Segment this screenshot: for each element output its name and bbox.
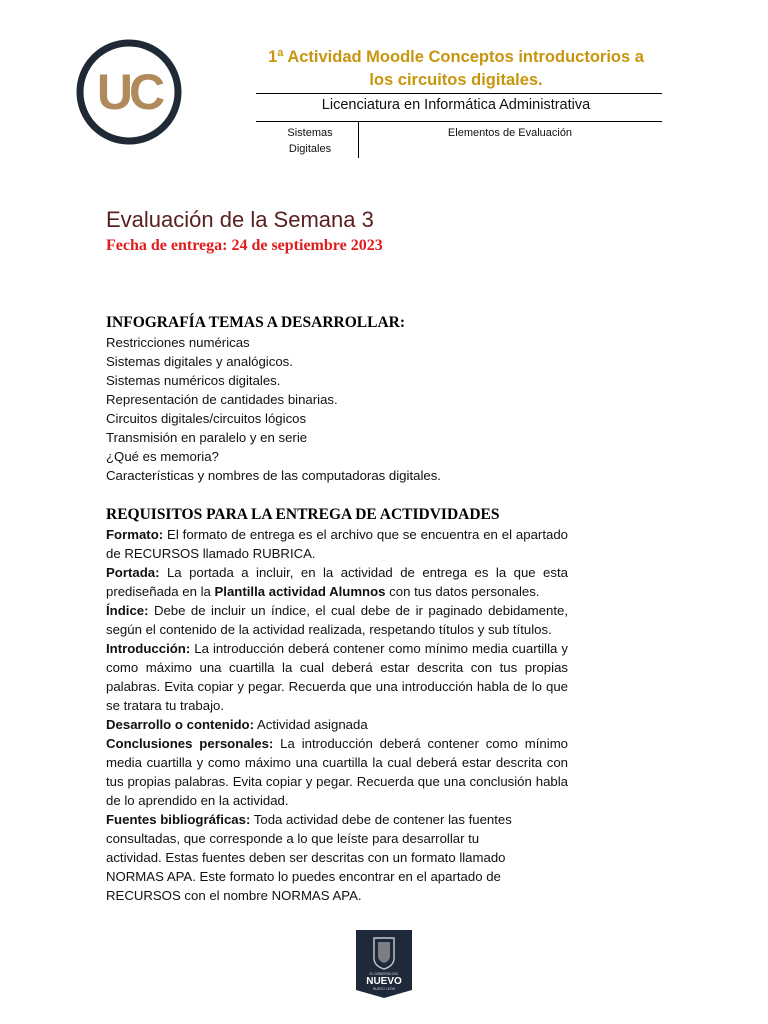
list-item: Sistemas digitales y analógicos. xyxy=(106,354,293,369)
list-item: Restricciones numéricas xyxy=(106,335,250,350)
req-fuentes: Fuentes bibliográficas: Toda actividad debe de contener las fuentes consultadas, que corresponde a lo que leíste para desarrollar tu actividad. Estas fuentes deben ser descritas con un formato llamado NORMAS APA. Este formato lo puedes encontrar en el apartado de RECURSOS con el nombre NORMAS APA. xyxy=(106,812,512,903)
seal-sub-text: NUEVO LEÓN xyxy=(372,987,396,991)
requirements-heading: REQUISITOS PARA LA ENTREGA DE ACTIDVIDADES xyxy=(106,506,500,523)
seal-main-text: NUEVO xyxy=(366,976,402,987)
topics-list xyxy=(106,333,576,485)
list-item: Sistemas numéricos digitales. xyxy=(106,373,281,388)
section-cell: Elementos de Evaluación xyxy=(447,127,573,139)
subject-cell: Sistemas Digitales xyxy=(287,127,333,155)
req-indice: Índice: Debe de incluir un índice, el cual debe de ir paginado debidamente, según el contenido de la actividad realizada, respetando títulos y sub títulos. xyxy=(106,603,568,637)
header-divider-top xyxy=(256,93,662,94)
document-title: 1ª Actividad Moodle Conceptos introductorios a los circuitos digitales. xyxy=(268,48,644,89)
header-divider-bottom xyxy=(256,121,662,122)
nuevo-leon-seal xyxy=(354,928,414,1000)
logo-text: UC xyxy=(96,64,162,120)
header-cell-divider xyxy=(358,122,359,158)
seal-top-text: EL GOBIERNO DEL xyxy=(369,972,399,976)
req-portada: Portada: La portada a incluir, en la actividad de entrega es la que esta prediseñada en la Plantilla actividad Alumnos con tus datos personales. xyxy=(106,565,568,599)
uc-logo xyxy=(75,38,183,146)
req-desarrollo: Desarrollo o contenido: Actividad asignada xyxy=(106,717,368,732)
req-introduccion: Introducción: La introducción deberá contener como mínimo media cuartilla y como máximo una cuartilla la cual deberá estar descrita con tus propias palabras. Evita copiar y pegar. Recuerda que una introducción habla de lo que se tratara tu trabajo. xyxy=(106,641,568,713)
req-formato: Formato: El formato de entrega es el archivo que se encuentra en el apartado de RECURSOS llamado RUBRICA. xyxy=(106,527,568,561)
week-title: Evaluación de la Semana 3 xyxy=(106,207,374,232)
list-item: Características y nombres de las computadoras digitales. xyxy=(106,468,441,483)
list-item: Representación de cantidades binarias. xyxy=(106,392,338,407)
topics-heading: INFOGRAFÍA TEMAS A DESARROLLAR: xyxy=(106,314,405,331)
due-date: Fecha de entrega: 24 de septiembre 2023 xyxy=(106,237,383,254)
program-name: Licenciatura en Informática Administrativa xyxy=(321,97,591,113)
requirements-body xyxy=(106,525,568,905)
list-item: Transmisión en paralelo y en serie xyxy=(106,430,308,445)
list-item: ¿Qué es memoria? xyxy=(106,449,219,464)
list-item: Circuitos digitales/circuitos lógicos xyxy=(106,411,307,426)
req-conclusiones: Conclusiones personales: La introducción deberá contener como mínimo media cuartilla y como máximo una cuartilla la cual deberá estar descrita con tus propias palabras. Evita copiar y pegar. Recuerda que una conclusión habla de lo aprendido en la actividad. xyxy=(106,736,569,808)
